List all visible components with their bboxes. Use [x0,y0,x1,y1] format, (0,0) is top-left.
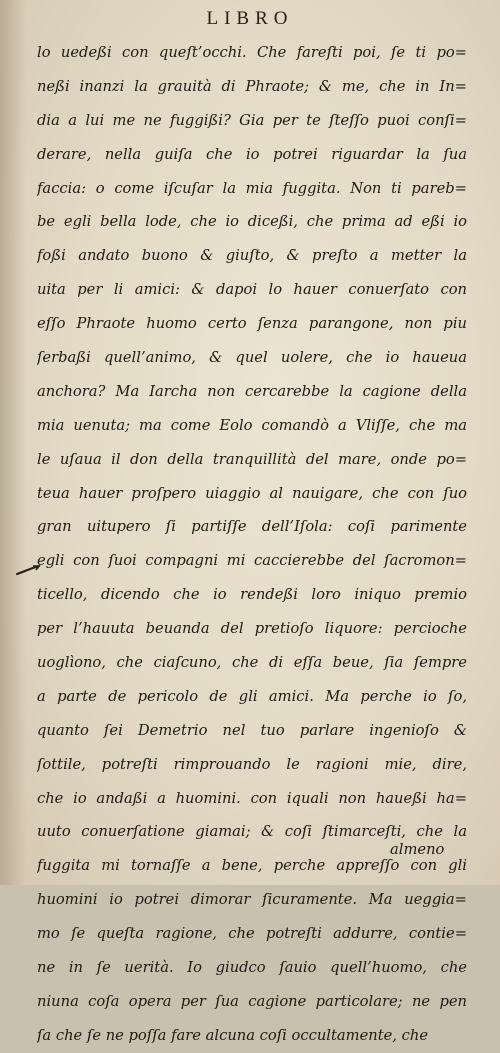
marginal-pointer-mark [15,563,41,577]
text-line: uuto conuerſatione giamai; & coſi ſtimarceſti, che la [37,823,467,841]
text-line: egli con ſuoi compagni mi caccierebbe del ſacromon= [37,552,467,570]
text-line: che io andaßi a huomini. con iquali non haueßi ha= [37,789,467,807]
text-line: dia a lui me ne fuggißi? Gia per te ſteſſo puoi conſi= [37,111,467,129]
text-line: mo ſe queſta ragione, che potreſti addurre, contie= [37,925,467,943]
text-line: niuna coſa opera per ſua cagione particolare; ne pen [37,992,467,1010]
text-line: uoglìono, che ciaſcuno, che di eſſa beue, ſia ſempre [37,654,467,672]
text-line: neßi inanzi la grauità di Phraote; & me, che in In= [37,77,467,95]
text-line: mia uenuta; ma come Eolo comandò a Vliſſe, che ma [37,416,467,434]
text-line: lo uedeßi con queſt’occhi. Che fareſti poi, ſe ti po= [37,44,467,61]
text-line: ſa che ſe ne poſſa fare alcuna coſi occultamente, che [37,1026,429,1044]
text-line: anchora? Ma Iarcha non cercarebbe la cagione della [37,382,467,400]
text-line: be egli bella lode, che io diceßi, che prima ad eßi io [37,213,467,231]
text-line: ſottile, potreſti rimprouando le ragioni mie, dire, [37,755,467,773]
body-text [37,36,467,1053]
text-line: foßi andato buono & giuſto, & preſto a metter la [37,247,467,265]
text-line: ſerbaßi quell’animo, & quel uolere, che io haueua [37,349,467,367]
text-line: ne in ſe uerità. Io giudco ſauio quell’huomo, che [37,959,467,977]
text-line: a parte de pericolo de gli amici. Ma perche io ſo, [37,687,467,705]
running-head: LIBRO [206,8,294,29]
catchword: almeno [390,841,445,858]
text-line: derare, nella guiſa che io potrei riguardar la ſua [37,145,467,163]
text-line: gran uitupero ſi partiſſe dell’Iſola: coſi parimente [37,518,467,536]
text-line: fuggita mi tornaſſe a bene, perche appreſſo con gli [37,857,467,875]
text-line: quanto ſei Demetrio nel tuo parlare ingenioſo & [37,721,467,739]
text-line: per l’hauuta beuanda del pretioſo liquore: percioche [37,620,467,638]
text-line: faccia: o come iſcuſar la mia fuggita. Non ti pareb= [37,179,467,197]
text-line: teua hauer proſpero uiaggio al nauigare, che con ſuo [37,484,467,502]
text-line: huomini io potrei dimorar ſicuramente. Ma ueggia= [37,891,467,909]
text-line: eſſo Phraote huomo certo ſenza parangone, non piu [37,315,467,333]
text-line: le uſaua il don della tranquillità del mare, onde po= [37,450,467,468]
text-line: ticello, dicendo che io rendeßi loro iniquo premio [37,586,467,604]
text-line: uita per li amici: & dapoi lo hauer conuerſato con [37,281,467,299]
